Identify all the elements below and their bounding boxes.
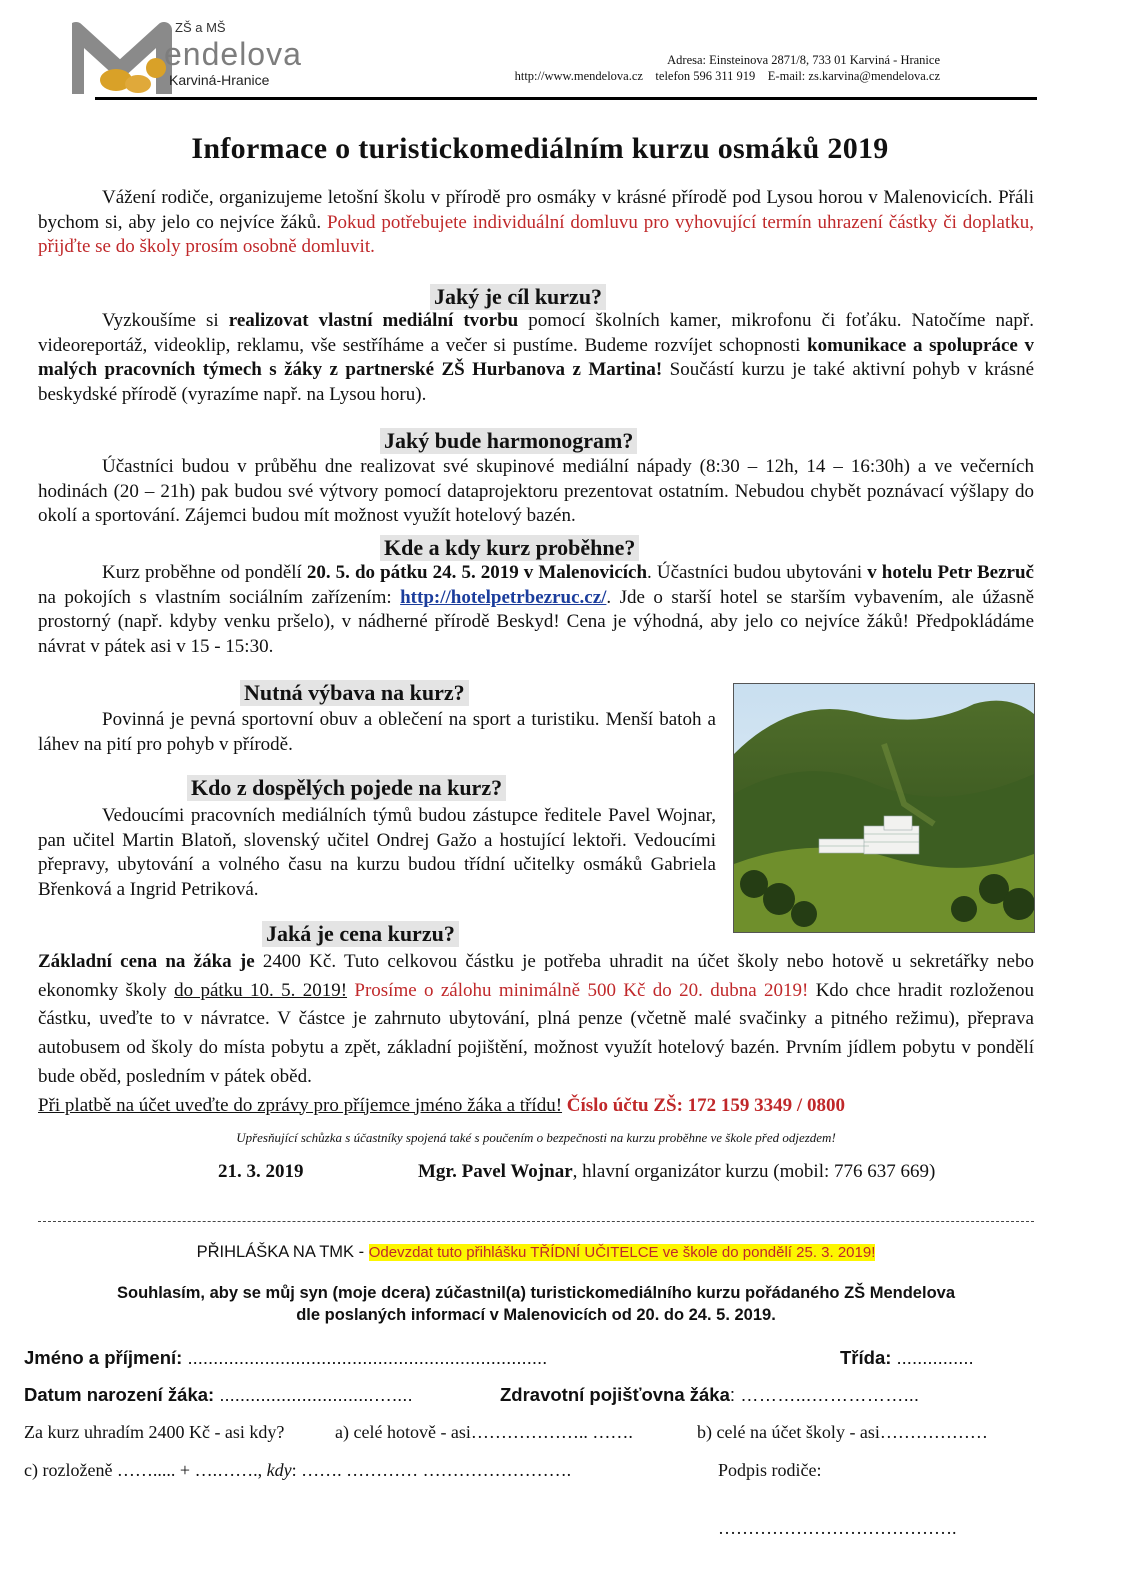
header-divider (95, 97, 1037, 100)
logo-city: Karviná-Hranice (169, 72, 270, 88)
birth-date-field[interactable] (24, 1384, 413, 1406)
logo-school-name: endelova (164, 36, 302, 72)
mendelova-m-icon (72, 20, 172, 98)
hotel-landscape-photo (733, 683, 1035, 933)
document-date (218, 1161, 304, 1183)
payment-option-account[interactable]: b) celé na účet školy - asi……………… (697, 1422, 988, 1442)
payment-option-split[interactable] (24, 1460, 571, 1481)
hotel-link[interactable]: http://hotelpetrbezruc.cz/ (400, 586, 607, 608)
price-deposit-note: Prosíme o zálohu minimálně 500 Kč do 20. dubna 2019! (347, 979, 809, 1001)
where-text-2: . Účastníci budou ubytováni (647, 562, 868, 583)
split-when-blank[interactable]: : ……. ………… ……………………. (291, 1460, 572, 1480)
student-name-label: Jméno a příjmení: (24, 1347, 183, 1368)
where-text-3: na pokojích s vlastním sociálním zařízením: (38, 586, 401, 608)
birth-date-label: Datum narození žáka: (24, 1384, 215, 1405)
header-address: Adresa: Einsteinova 2871/8, 733 01 Karviná - Hranice (667, 53, 940, 67)
cut-line (38, 1221, 1034, 1222)
student-name-field[interactable] (24, 1347, 547, 1369)
goal-bold-2: komunikace a spolupráce v malých pracovních týmech s žáky z partnerské ZŠ Hurbanova z Martina! (38, 334, 1034, 380)
date-text: 21. 3. 2019 (218, 1161, 304, 1182)
goal-bold-1: realizovat vlastní mediální tvorbu (228, 310, 519, 331)
goal-paragraph (38, 309, 1034, 407)
intro-red-note: Pokud potřebujete individuální domluvu pro vyhovující termín uhrazení částky či doplatku, přijďte se do školy prosím osobně domluvit. (38, 211, 1034, 257)
schedule-text: Účastníci budou v průběhu dne realizovat své skupinové mediální nápady (8:30 – 12h, 14 – 16:30h) a ve večerních hodinách (20 – 21h) pak budou své výtvory pomocí dataprojektoru prezentovat ostatním. Nebudou chybět poznávací výšlapy do okolí a sportování. Zájemci budou mít možnost využít hotelový bazén. (38, 456, 1034, 526)
application-title: PŘIHLÁŠKA NA TMK - (196, 1243, 369, 1261)
goal-text-1: Vyzkoušíme si (102, 310, 229, 331)
where-bold-dates: 20. 5. do pátku 24. 5. 2019 v Malenovicích (306, 562, 648, 583)
price-text-1: 2400 Kč. Tuto celkovou částku je potřeba uhradit na účet školy nebo hotově u sekretářky nebo ekonomky školy (38, 951, 1034, 1001)
page-title: Informace o turistickomediálním kurzu osmáků 2019 (191, 132, 889, 165)
application-deadline-highlight: Odevzdat tuto přihlášku TŘÍDNÍ UČITELCE ve škole do pondělí 25. 3. 2019! (368, 1244, 876, 1261)
heading-adults: Kdo z dospělých pojede na kurz? (187, 775, 506, 801)
header-contact (420, 52, 940, 84)
price-paragraph (38, 948, 1034, 1120)
split-amounts-blank[interactable]: c) rozloženě ……..... + ….……., (24, 1460, 267, 1480)
organizer-signature (418, 1161, 935, 1183)
price-bold-label: Základní cena na žáka je (38, 951, 255, 972)
organizer-name: Mgr. Pavel Wojnar (418, 1161, 573, 1182)
heading-goal: Jaký je cíl kurzu? (430, 284, 606, 310)
bank-account: Číslo účtu ZŠ: 172 159 3349 / 0800 (562, 1094, 845, 1116)
header-contact-line: http://www.mendelova.cz telefon 596 311 919 E-mail: zs.karvina@mendelova.cz (514, 69, 940, 83)
consent-text (38, 1282, 1034, 1326)
class-field[interactable] (840, 1347, 974, 1369)
insurance-label: Zdravotní pojišťovna žáka (500, 1384, 730, 1405)
schedule-paragraph (38, 455, 1034, 529)
intro-text: Vážení rodiče, organizujeme letošní školu v přírodě pro osmáky v krásné přírodě pod Lysou horou v Malenovicích. Přáli bychom si, aby jelo co nejvíce žáků. (38, 187, 1034, 233)
where-bold-hotel: v hotelu Petr Bezruč (867, 562, 1034, 583)
payment-instruction: Při platbě na účet uveďte do zprávy pro příjemce jméno žáka a třídu! (38, 1094, 563, 1116)
meeting-note: Upřesňující schůzka s účastníky spojená také s poučením o bezpečnosti na kurzu proběhne ve škole před odjezdem! (236, 1130, 836, 1145)
heading-equipment: Nutná výbava na kurz? (240, 680, 469, 706)
adults-paragraph (38, 804, 716, 902)
heading-price: Jaká je cena kurzu? (262, 921, 459, 947)
consent-line-2: dle poslaných informací v Malenovicích od 20. do 24. 5. 2019. (296, 1306, 776, 1324)
goal-text-2: pomocí školních kamer, mikrofonu či foťáku. Natočíme např. videoreportáž, videoklip, reklamu, vše sestříháme a večer si pustíme. Budeme rozvíjet schopnosti (38, 310, 1034, 356)
birth-date-blank[interactable]: ..............................….... (219, 1384, 413, 1405)
logo-school-type: ZŠ a MŠ (175, 20, 226, 35)
price-deadline: do pátku 10. 5. 2019! (174, 979, 348, 1001)
student-name-blank[interactable]: ...................................................................... (187, 1347, 548, 1368)
payment-question: Za kurz uhradím 2400 Kč - asi kdy? (24, 1422, 285, 1442)
where-text-1: Kurz proběhne od pondělí (102, 562, 307, 583)
insurance-field[interactable] (500, 1384, 919, 1406)
organizer-role: , hlavní organizátor kurzu (mobil: 776 637 669) (572, 1161, 936, 1182)
application-heading (38, 1243, 1034, 1262)
where-when-paragraph (38, 561, 1034, 659)
consent-line-1: Souhlasím, aby se můj syn (moje dcera) zúčastnil(a) turistickomediálního kurzu pořádaného ZŠ Mendelova (116, 1284, 956, 1302)
heading-schedule: Jaký bude harmonogram? (380, 428, 637, 454)
class-blank[interactable]: ............... (896, 1347, 974, 1368)
adults-text: Vedoucími pracovních mediálních týmů budou zástupce ředitele Pavel Wojnar, pan učitel Martin Blatoň, slovenský učitel Ondrej Gažo a hostující lektoři. Vedoucími přepravy, ubytování a volného času na kurzu budou třídní učitelky osmáků Gabriela Břenková a Ingrid Petriková. (38, 805, 716, 900)
where-text-4: . Jde o starší hotel se starším vybavením, ale úžasně prostorný (např. kdyby venku pršelo), v nádherné přírodě Beskyd! Cena je výhodná, aby jelo co nejvíce žáků! Předpokládáme návrat v pátek asi v 15 - 15:30. (38, 586, 1035, 657)
price-text-2: Kdo chce hradit rozloženou částku, uveďte to v návratce. V částce je zahrnuto ubytování, plná penze (včetně malé svačinky a pitného režimu), přeprava autobusem od školy do místa pobytu a zpět, základní pojištění, možnost využít hotelový bazén. Prvním jídlem pobytu v pondělí bude oběd, posledním v pátek oběd. (38, 979, 1034, 1087)
goal-text-3: Součástí kurzu je také aktivní pohyb v krásné beskydské přírodě (vyrazíme např. na Lysou horu). (38, 359, 1034, 405)
insurance-blank[interactable]: : ………...……………... (729, 1384, 920, 1405)
school-logo (72, 20, 322, 100)
equipment-text: Povinná je pevná sportovní obuv a oblečení na sport a turistiku. Menší batoh a láhev na pití pro pohyb v přírodě. (38, 709, 716, 755)
split-when-label: kdy (266, 1460, 292, 1480)
parent-signature-blank[interactable]: …………………………………. (718, 1518, 957, 1538)
class-label: Třída: (840, 1347, 892, 1368)
intro-paragraph (38, 186, 1034, 260)
payment-option-cash[interactable]: a) celé hotově - asi……………….. ……. (335, 1422, 633, 1442)
parent-signature-label: Podpis rodiče: (718, 1460, 822, 1480)
equipment-paragraph (38, 708, 716, 757)
heading-where-when: Kde a kdy kurz proběhne? (380, 535, 639, 561)
